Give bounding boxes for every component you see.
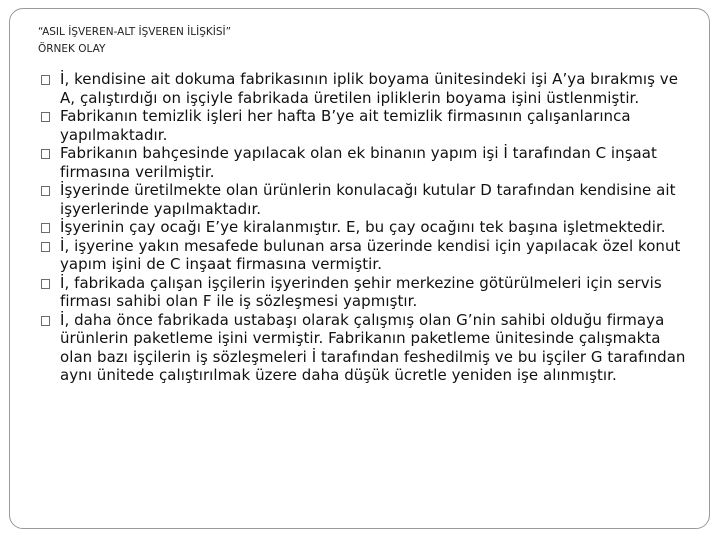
list-item-text: İ, kendisine ait dokuma fabrikasının iplik boyama ünitesindeki işi A’ya bırakmış ve A, çalıştırdığı on işçiyle fabrikada üretilen ipliklerin boyama işini üstlenmiştir.: [60, 70, 679, 107]
list-item: [41, 218, 691, 237]
checkbox-icon: [41, 112, 50, 122]
list-item-text: Fabrikanın temizlik işleri her hafta B’ye ait temizlik firmasının çalışanlarınca yapılmaktadır.: [60, 107, 631, 144]
list-item-text: İşyerinin çay ocağı E’ye kiralanmıştır. E, bu çay ocağını tek başına işletmektedir.: [60, 218, 666, 236]
list-item: [41, 181, 691, 218]
slide-subtitle: ÖRNEK OLAY: [38, 43, 106, 55]
case-bullet-list: [41, 70, 691, 385]
checkbox-icon: [41, 75, 50, 85]
checkbox-icon: [41, 223, 50, 233]
list-item: [41, 311, 691, 385]
list-item-text: Fabrikanın bahçesinde yapılacak olan ek binanın yapım işi İ tarafından C inşaat firmasına verilmiştir.: [60, 144, 657, 181]
checkbox-icon: [41, 279, 50, 289]
slide-title: “ASIL İŞVEREN-ALT İŞVEREN İLİŞKİSİ”: [38, 26, 232, 38]
list-item-text: İ, işyerine yakın mesafede bulunan arsa üzerinde kendisi için yapılacak özel konut yapım işini de C inşaat firmasına vermiştir.: [60, 236, 681, 273]
checkbox-icon: [41, 149, 50, 159]
list-item: [41, 237, 691, 274]
list-item-text: İ, fabrikada çalışan işçilerin işyerinden şehir merkezine götürülmeleri için servis firması sahibi olan F ile iş sözleşmesi yapmıştır.: [60, 273, 662, 310]
list-item-text: İşyerinde üretilmekte olan ürünlerin konulacağı kutular D tarafından kendisine ait işyerlerinde yapılmaktadır.: [60, 181, 676, 218]
list-item: [41, 144, 691, 181]
slide-header: [38, 24, 231, 58]
checkbox-icon: [41, 242, 50, 252]
list-item: [41, 107, 691, 144]
checkbox-icon: [41, 316, 50, 326]
checkbox-icon: [41, 186, 50, 196]
list-item: [41, 70, 691, 107]
list-item: [41, 274, 691, 311]
list-item-text: İ, daha önce fabrikada ustabaşı olarak çalışmış olan G’nin sahibi olduğu firmaya ürünlerin paketleme işini vermiştir. Fabrikanın paketleme ünitesinde çalışmakta olan bazı işçilerin iş sözleşmeleri İ tarafından feshedilmiş ve bu işçiler G tarafından aynı ünitede çalıştırılmak üzere daha düşük ücretle yeniden işe alınmıştır.: [60, 310, 686, 384]
